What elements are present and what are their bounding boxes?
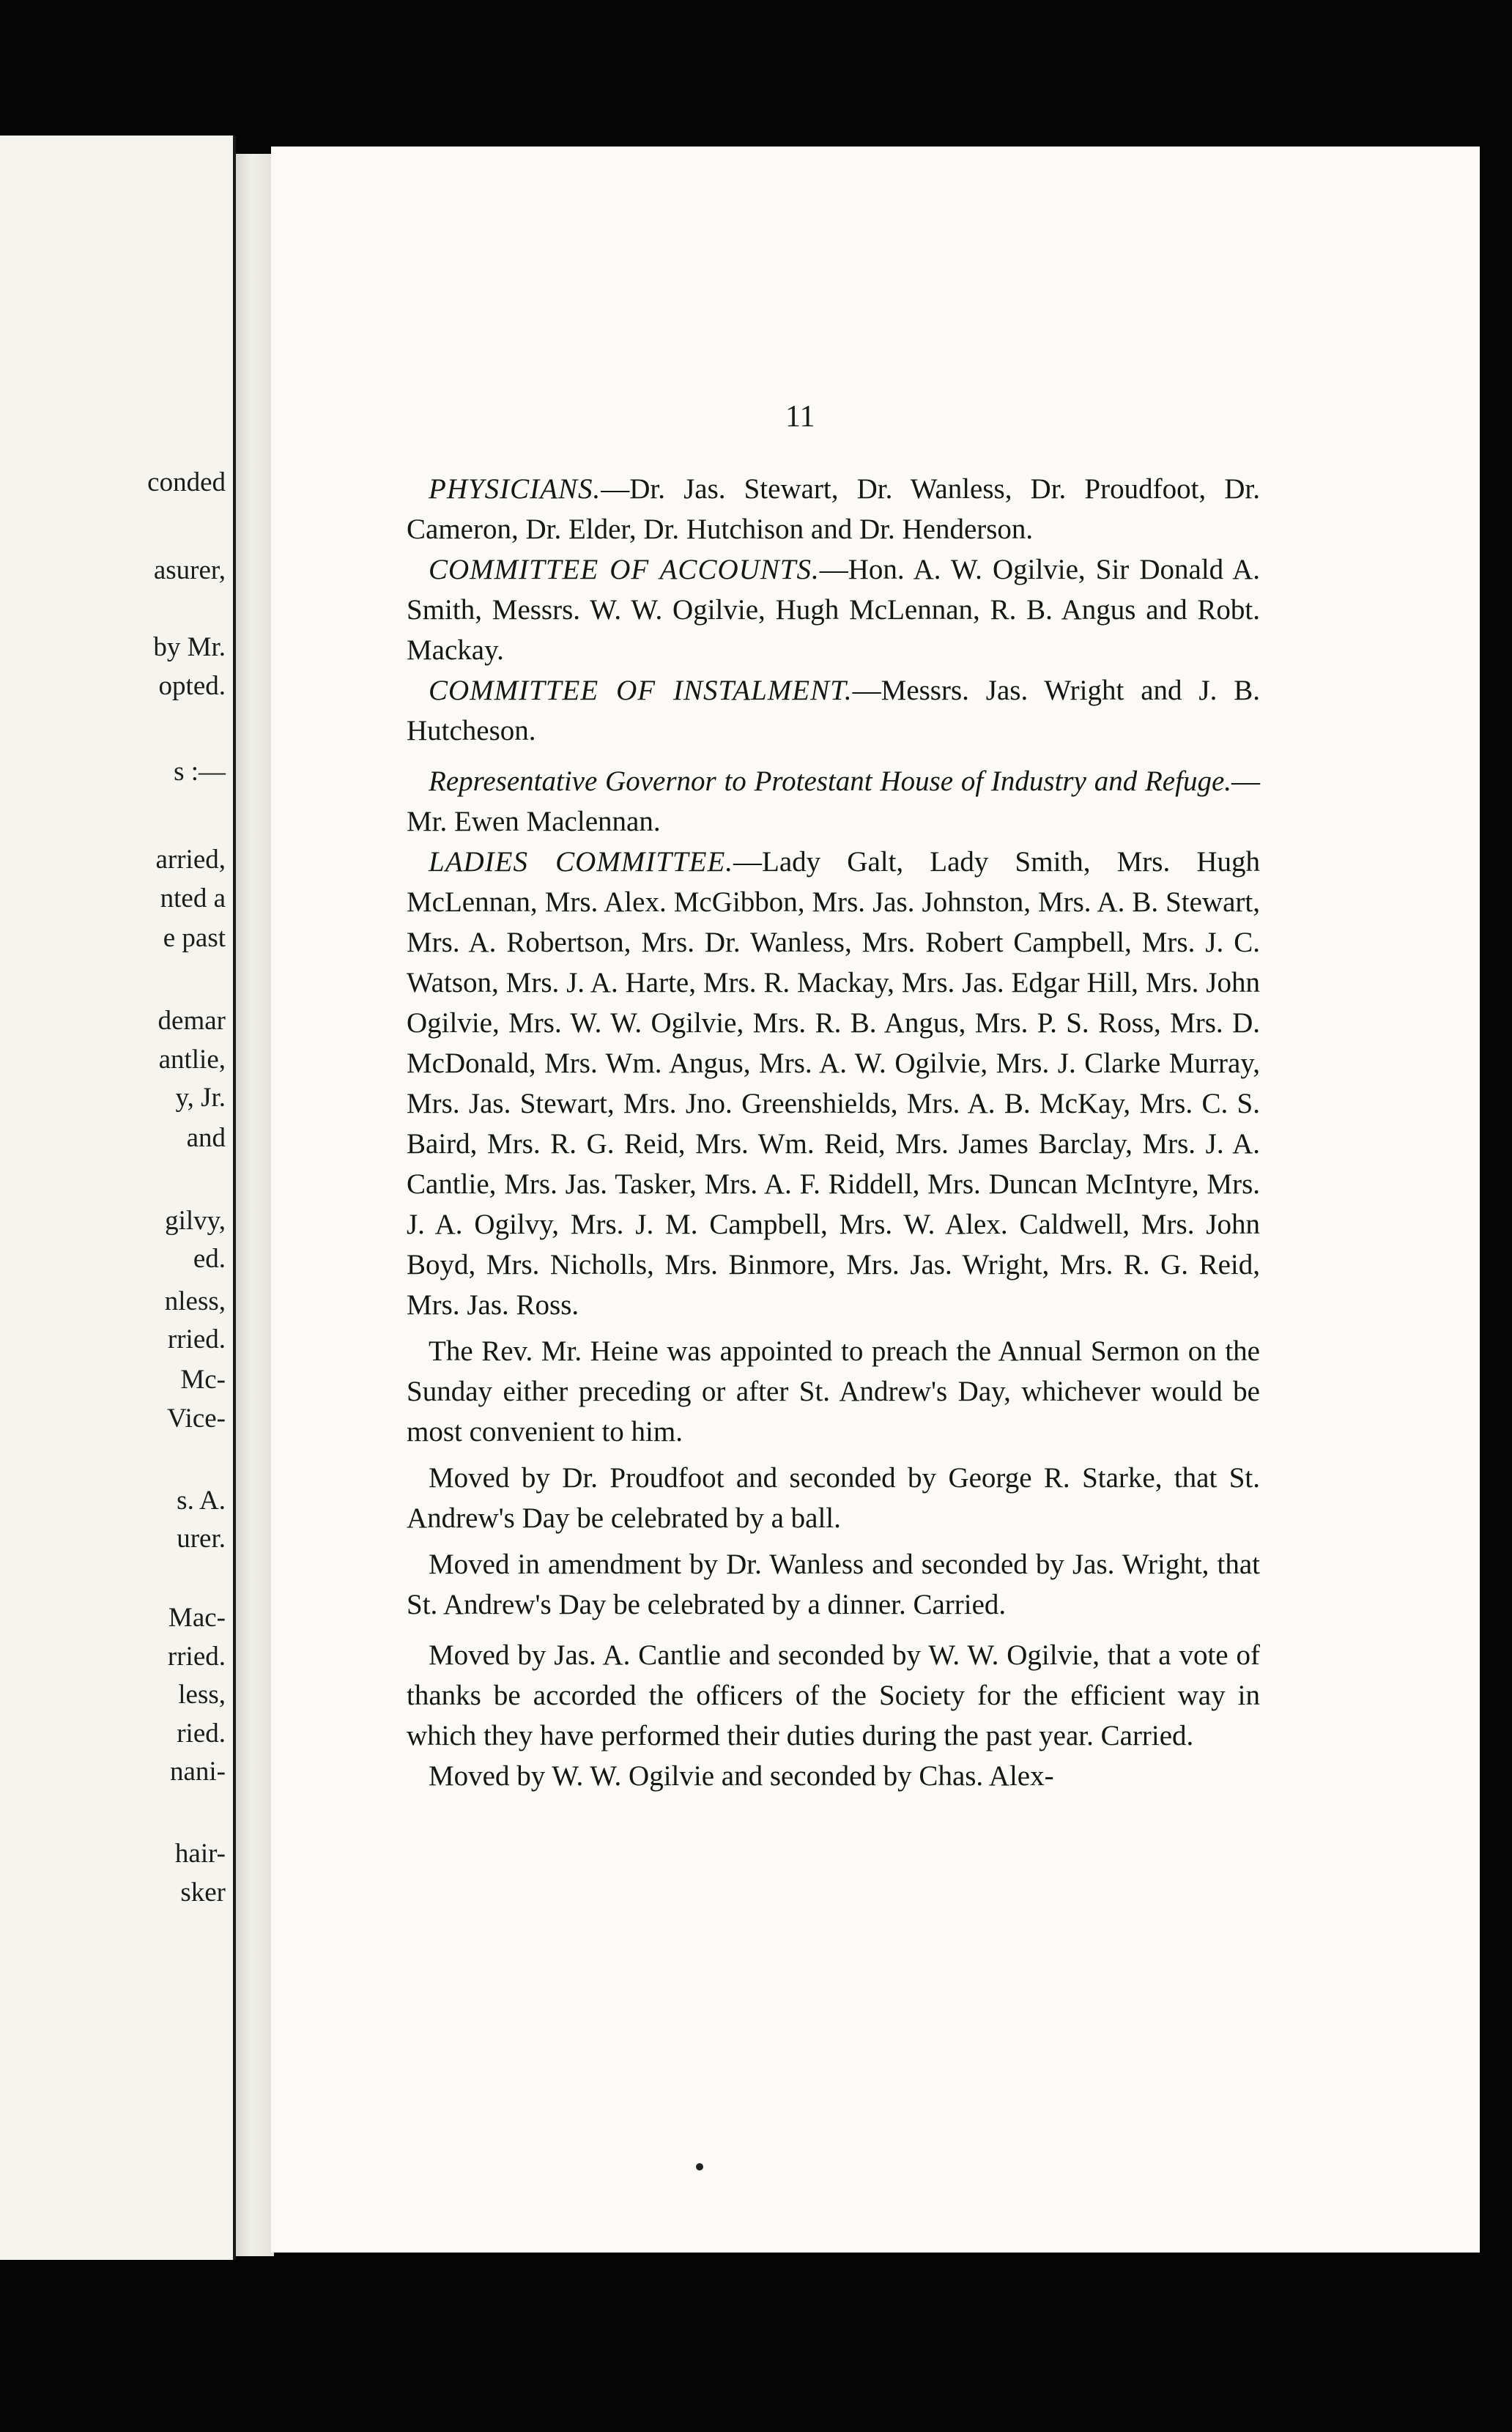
left-page-fragment-line: and <box>186 1123 226 1153</box>
ladies-paragraph <box>407 842 1260 1325</box>
left-page-fragment-line: Vice- <box>167 1404 226 1434</box>
left-page-fragment-line: conded <box>147 467 226 497</box>
representative-heading: Representative Governor to Protestant House of Industry and Refuge. <box>429 765 1231 797</box>
page-number: 11 <box>785 400 815 434</box>
left-page-fragment-line: rried. <box>167 1324 226 1354</box>
instalment-text: —Messrs. Jas. Wright and J. B. Hutcheson. <box>407 675 1261 746</box>
sermon-paragraph: The Rev. Mr. Heine was appointed to preach the Annual Sermon on the Sunday either preceding or after St. Andrew's Day, whichever would be most convenient to him. <box>407 1335 1260 1447</box>
instalment-paragraph <box>407 670 1260 751</box>
accounts-text: —Hon. A. W. Ogilvie, Sir Donald A. Smith, Messrs. W. W. Ogilvie, Hugh McLennan, R. B. Angus and Robt. Mackay. <box>407 554 1260 666</box>
left-page-fragment-line: sker <box>180 1877 226 1908</box>
left-page-fragment-line: gilvy, <box>165 1206 226 1236</box>
last-paragraph: Moved by W. W. Ogilvie and seconded by Chas. Alex- <box>429 1760 1054 1792</box>
left-page-fragment-line: antlie, <box>158 1045 226 1075</box>
left-page-fragment-line: ried. <box>177 1719 226 1749</box>
page-body-text <box>407 469 1260 1796</box>
thanks-paragraph: Moved by Jas. A. Cantlie and seconded by W. W. Ogilvie, that a vote of thanks be accorded the officers of the Society for the efficient way in which they have performed their duties during the past year. Carried. <box>407 1639 1260 1751</box>
left-page-fragment-line: y, Jr. <box>175 1083 226 1113</box>
physicians-paragraph <box>407 469 1260 549</box>
left-page-fragment-line: nted a <box>160 883 226 913</box>
left-page-fragment-line: rried. <box>167 1642 226 1672</box>
physicians-text: —Dr. Jas. Stewart, Dr. Wanless, Dr. Proudfoot, Dr. Cameron, Dr. Elder, Dr. Hutchison and Dr. Henderson. <box>407 473 1260 545</box>
page-gutter <box>236 154 274 2256</box>
left-page-fragment-line: e past <box>163 923 226 953</box>
representative-text: —Mr. Ewen Maclennan. <box>407 765 1260 837</box>
accounts-heading: COMMITTEE OF ACCOUNTS. <box>429 554 820 585</box>
left-page-fragment-line: asurer, <box>153 555 226 585</box>
left-page-fragment-line: ed. <box>193 1244 226 1274</box>
left-page-fragment-line: demar <box>158 1006 226 1036</box>
accounts-paragraph <box>407 549 1260 670</box>
physicians-heading: PHYSICIANS. <box>429 473 601 505</box>
left-page-fragment-line: opted. <box>158 671 226 701</box>
left-page-fragment-line: Mc- <box>180 1365 226 1395</box>
left-page-fragment-line: s. A. <box>177 1486 226 1516</box>
left-page-fragment <box>0 136 236 2260</box>
ladies-text: —Lady Galt, Lady Smith, Mrs. Hugh McLennan, Mrs. Alex. McGibbon, Mrs. Jas. Johnston, Mrs. A. B. Stewart, Mrs. A. Robertson, Mrs. Dr. Wanless, Mrs. Robert Campbell, Mrs. J. C. Watson, Mrs. J. A. Harte, Mrs. R. Mackay, Mrs. Jas. Edgar Hill, Mrs. John Ogilvie, Mrs. W. W. Ogilvie, Mrs. R. B. Angus, Mrs. P. S. Ross, Mrs. D. McDonald, Mrs. Wm. Angus, Mrs. A. W. Ogilvie, Mrs. J. Clarke Murray, Mrs. Jas. Stewart, Mrs. Jno. Greenshields, Mrs. A. B. McKay, Mrs. C. S. Baird, Mrs. R. G. Reid, Mrs. Wm. Reid, Mrs. James Barclay, Mrs. J. A. Cantlie, Mrs. Jas. Tasker, Mrs. A. F. Riddell, Mrs. Duncan McIntyre, Mrs. J. A. Ogilvy, Mrs. J. M. Campbell, Mrs. W. Alex. Caldwell, Mrs. John Boyd, Mrs. Nicholls, Mrs. Binmore, Mrs. Jas. Wright, Mrs. R. G. Reid, Mrs. Jas. Ross. <box>407 846 1260 1321</box>
left-page-fragment-line: less, <box>178 1680 226 1710</box>
left-page-fragment-line: Mac- <box>168 1603 226 1633</box>
ball-paragraph: Moved by Dr. Proudfoot and seconded by George R. Starke, that St. Andrew's Day be celebrated by a ball. <box>407 1462 1260 1534</box>
left-page-fragment-line: by Mr. <box>153 632 226 662</box>
left-page-fragment-line: arried, <box>155 845 226 875</box>
dinner-paragraph: Moved in amendment by Dr. Wanless and seconded by Jas. Wright, that St. Andrew's Day be celebrated by a dinner. Carried. <box>407 1549 1260 1620</box>
representative-paragraph <box>407 761 1260 842</box>
left-page-fragment-line: nani- <box>169 1757 226 1787</box>
left-page-fragment-line: hair- <box>174 1839 226 1869</box>
instalment-heading: COMMITTEE OF INSTALMENT. <box>429 675 853 706</box>
ink-dot <box>696 2163 703 2170</box>
left-page-fragment-line: urer. <box>177 1524 226 1554</box>
left-page-fragment-line: nless, <box>164 1286 226 1316</box>
ladies-heading: LADIES COMMITTEE. <box>429 846 734 878</box>
left-page-fragment-line: s :— <box>174 757 226 787</box>
